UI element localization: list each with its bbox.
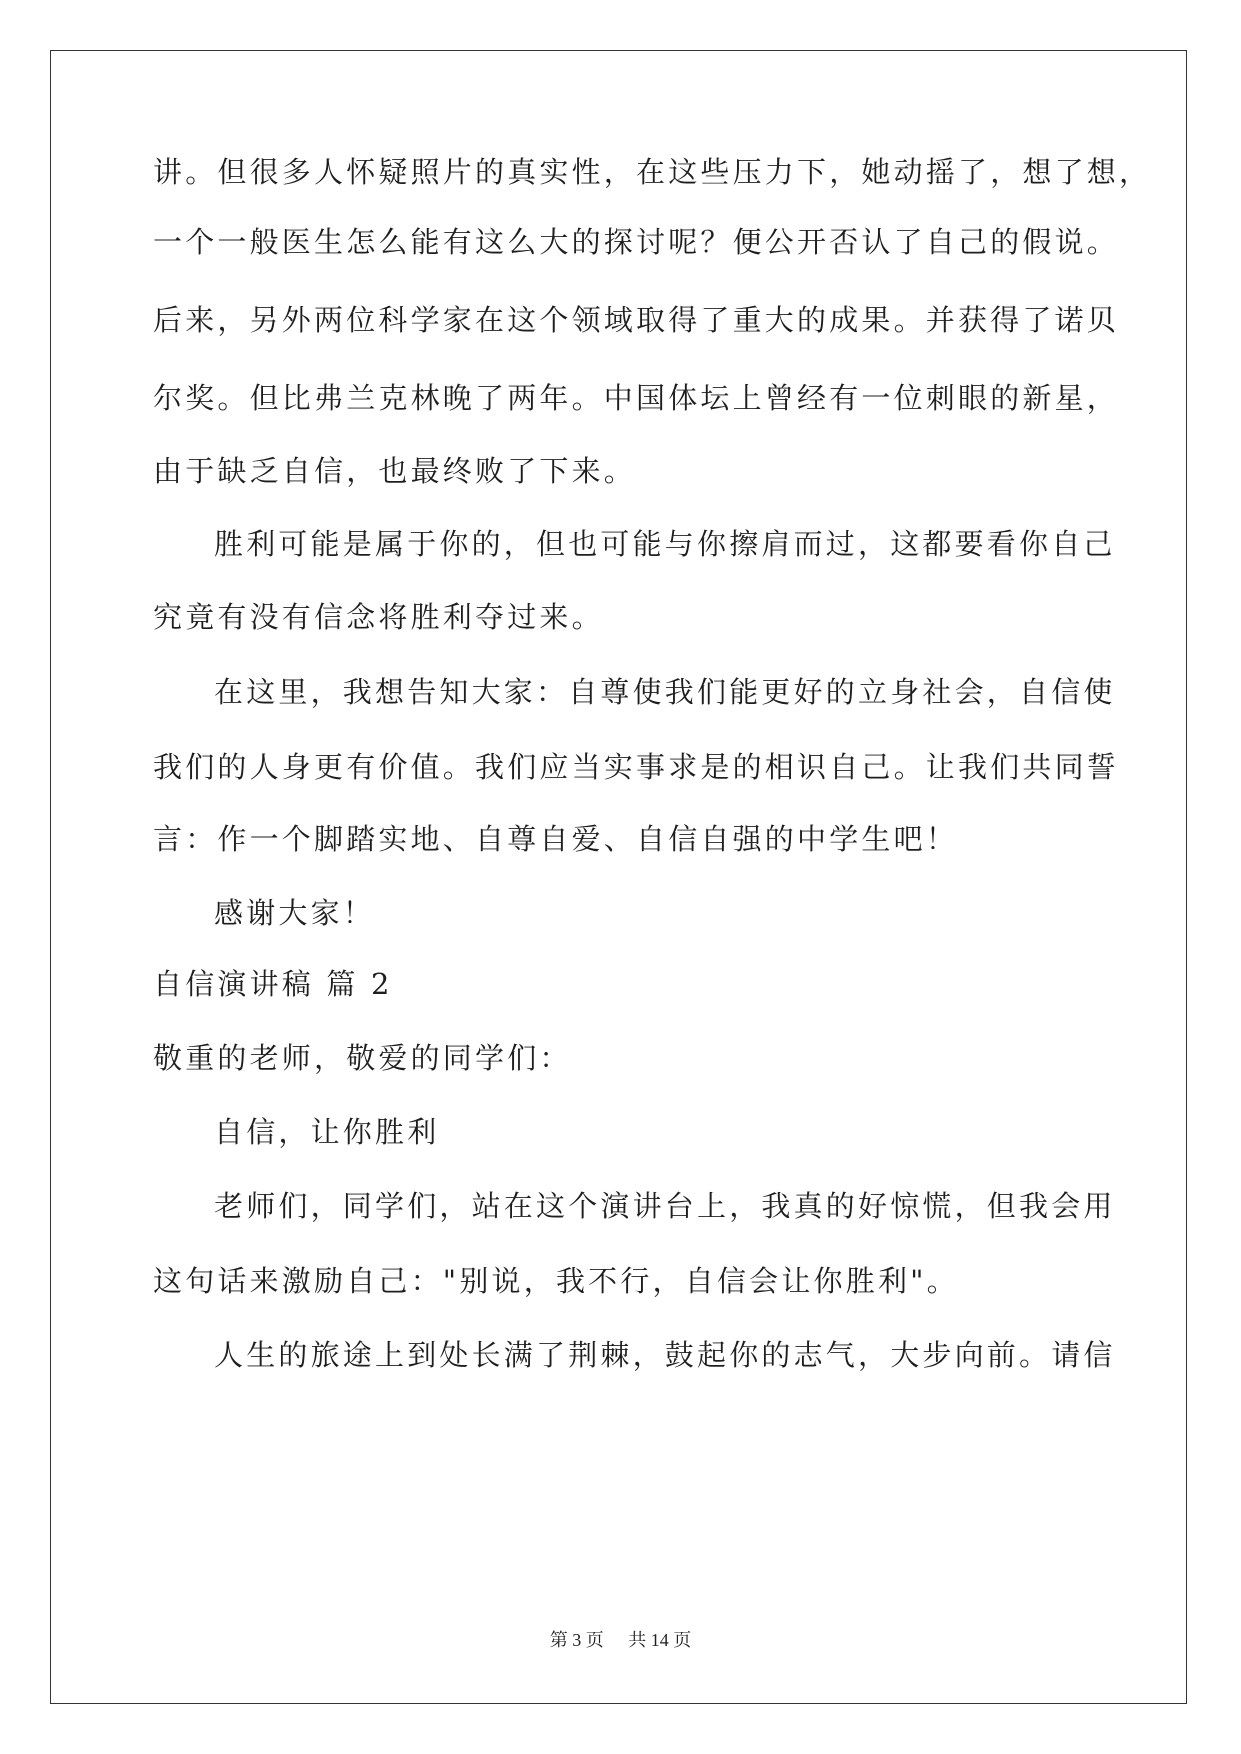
paragraph-line: 尔奖。但比弗兰克林晚了两年。中国体坛上曾经有一位刺眼的新星， [153, 381, 1120, 415]
paragraph-line: 由于缺乏自信，也最终败了下来。 [153, 454, 637, 488]
page-footer [0, 1628, 1241, 1652]
paragraph-line: 一个一般医生怎么能有这么大的探讨呢？便公开否认了自己的假说。 [153, 225, 1120, 259]
salutation: 敬重的老师，敬爱的同学们： [153, 1041, 572, 1075]
paragraph-line: 我们的人身更有价值。我们应当实事求是的相识自己。让我们共同誓 [153, 750, 1120, 784]
page-total: 共 14 页 [628, 1630, 692, 1650]
paragraph-line: 这句话来激励自己："别说，我不行，自信会让你胜利"。 [153, 1264, 959, 1298]
paragraph-line: 后来，另外两位科学家在这个领域取得了重大的成果。并获得了诺贝 [153, 303, 1120, 337]
paragraph-line: 在这里，我想告知大家：自尊使我们能更好的立身社会，自信使 [214, 675, 1116, 709]
section-heading: 自信演讲稿 篇 2 [153, 967, 393, 1001]
page-border [50, 50, 1187, 1704]
speech-title: 自信，让你胜利 [214, 1115, 440, 1149]
paragraph-line: 讲。但很多人怀疑照片的真实性，在这些压力下，她动摇了，想了想， [153, 155, 1152, 189]
page-number: 第 3 页 [549, 1630, 604, 1650]
paragraph-line: 胜利可能是属于你的，但也可能与你擦肩而过，这都要看你自己 [214, 527, 1116, 561]
paragraph-line: 老师们，同学们，站在这个演讲台上，我真的好惊慌，但我会用 [214, 1189, 1116, 1223]
paragraph-line: 究竟有没有信念将胜利夺过来。 [153, 600, 604, 634]
paragraph-line: 言：作一个脚踏实地、自尊自爱、自信自强的中学生吧！ [153, 822, 959, 856]
paragraph-line: 人生的旅途上到处长满了荆棘，鼓起你的志气，大步向前。请信 [214, 1338, 1116, 1372]
paragraph-line: 感谢大家！ [214, 896, 376, 930]
